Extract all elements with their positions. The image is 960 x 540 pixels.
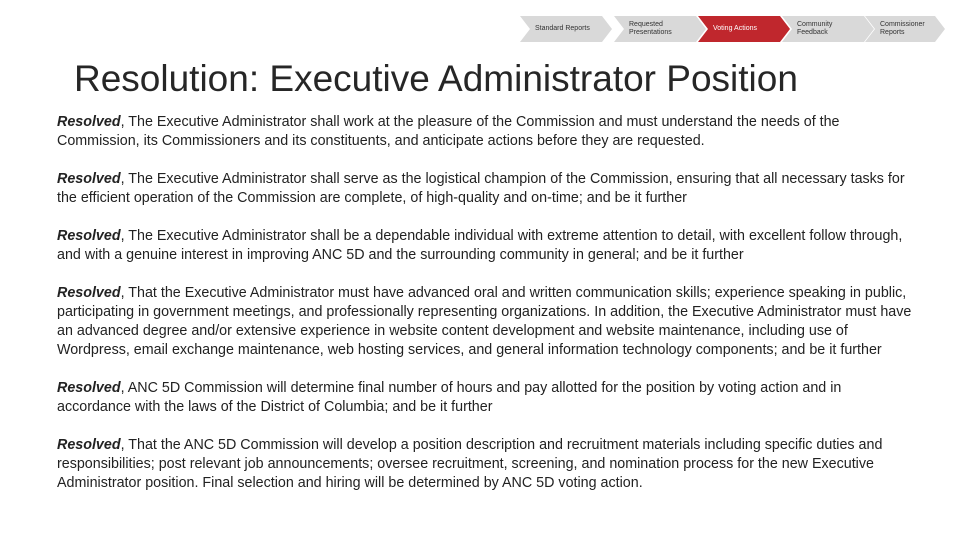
- paragraph-text: , That the Executive Administrator must have advanced oral and written communication skills; experience speaking in public, participating in government meetings, and professionally representing organizations. In addition, the Executive Administrator must have an advanced degree and/or extensive experience in website content development and website maintenance, including use of Wordpress, email exchange maintenance, web hosting services, and general information technology components; and be it further: [57, 285, 912, 358]
- resolution-paragraph: [57, 113, 917, 151]
- paragraph-text: , That the ANC 5D Commission will develop a position description and recruitment materials including specific duties and responsibilities; post relevant job announcements; oversee recruitment, screening, and nomination process for the new Executive Administrator position. Final selection and hiring will be determined by ANC 5D voting action.: [57, 437, 883, 491]
- resolved-keyword: Resolved: [57, 171, 121, 187]
- resolution-paragraph: [57, 170, 917, 208]
- resolution-paragraph: [57, 284, 917, 360]
- paragraph-text: , The Executive Administrator shall be a dependable individual with extreme attention to detail, with excellent follow through, and with a genuine interest in improving ANC 5D and the surrounding community in general; and be it further: [57, 228, 903, 263]
- resolved-keyword: Resolved: [57, 437, 121, 453]
- resolved-keyword: Resolved: [57, 114, 121, 130]
- page-title: Resolution: Executive Administrator Position: [74, 58, 798, 99]
- paragraph-text: , The Executive Administrator shall work at the pleasure of the Commission and must understand the needs of the Commission, its Commissioners and its constituents, and anticipate actions before they are requested.: [57, 114, 840, 149]
- breadcrumb-step-standard-reports[interactable]: [520, 16, 612, 42]
- breadcrumb-step-community-feedback[interactable]: [782, 16, 874, 42]
- breadcrumb-step-label: Standard Reports: [535, 25, 590, 32]
- breadcrumb-step-requested-presentations[interactable]: [614, 16, 706, 42]
- breadcrumb: [520, 16, 945, 42]
- paragraph-text: , ANC 5D Commission will determine final number of hours and pay allotted for the position by voting action and in accordance with the laws of the District of Columbia; and be it further: [57, 380, 842, 415]
- breadcrumb-step-label: Community Feedback: [797, 21, 833, 36]
- breadcrumb-step-label: Commissioner Reports: [880, 21, 925, 36]
- resolved-keyword: Resolved: [57, 380, 121, 396]
- breadcrumb-step-commissioner-reports[interactable]: [865, 16, 945, 42]
- resolution-paragraph: [57, 436, 917, 493]
- resolved-keyword: Resolved: [57, 285, 121, 301]
- resolution-body: [57, 113, 917, 512]
- breadcrumb-step-label: Requested Presentations: [629, 21, 672, 36]
- breadcrumb-step-voting-actions[interactable]: [698, 16, 790, 42]
- resolution-paragraph: [57, 227, 917, 265]
- paragraph-text: , The Executive Administrator shall serve as the logistical champion of the Commission, ensuring that all necessary tasks for the efficient operation of the Commission are complete, of high-quality and on-time; and be it further: [57, 171, 905, 206]
- breadcrumb-step-label: Voting Actions: [713, 25, 757, 32]
- resolved-keyword: Resolved: [57, 228, 121, 244]
- resolution-paragraph: [57, 379, 917, 417]
